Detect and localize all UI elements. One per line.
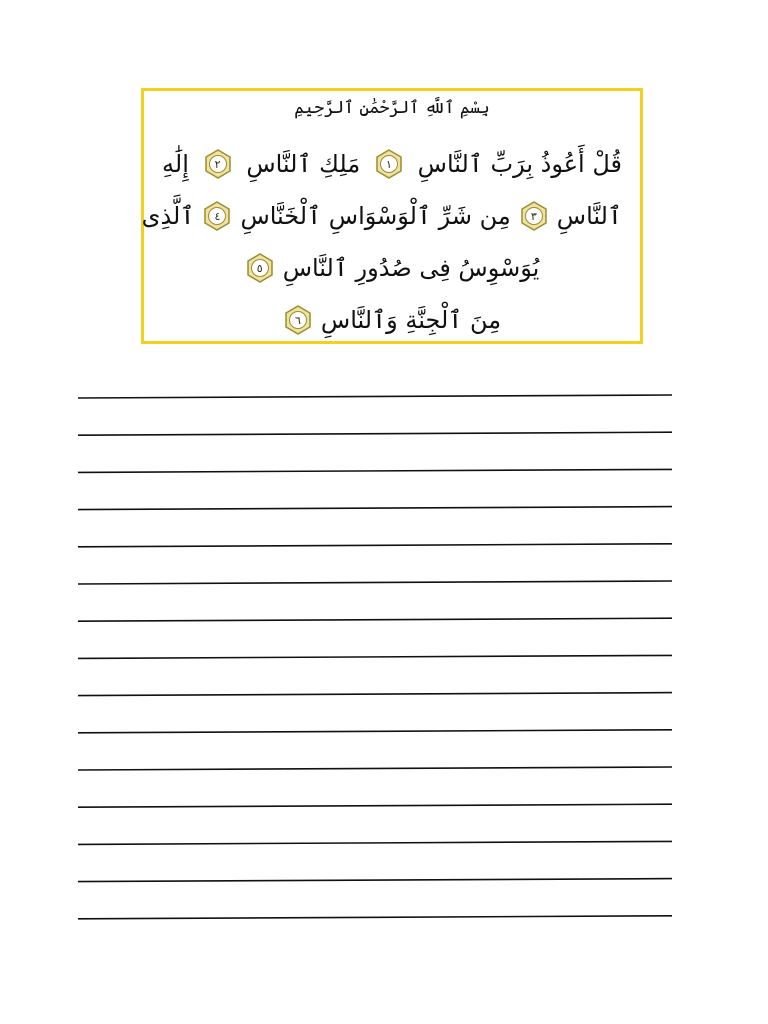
- ruled-line: [78, 432, 672, 435]
- ayah-marker: [203, 149, 233, 179]
- ayah-marker: [202, 201, 232, 231]
- verse-line-4: [162, 305, 622, 335]
- ayah-number: ١: [385, 157, 392, 171]
- ayah-marker: [245, 253, 275, 283]
- ayah-number: ٣: [530, 209, 537, 223]
- ruled-line: [78, 507, 672, 510]
- ruled-line: [78, 469, 672, 472]
- ayah-number: ٥: [256, 261, 263, 275]
- ruled-line: [78, 879, 672, 882]
- ruled-line: [78, 730, 672, 733]
- verse-text: ٱلَّذِى: [141, 202, 195, 230]
- verse-text: مِن شَرِّ ٱلْوَسْوَاسِ ٱلْخَنَّاسِ: [240, 202, 511, 230]
- ruled-line: [78, 618, 672, 621]
- verse-text: ٱلنَّاسِ: [556, 202, 622, 230]
- verse-text: مَلِكِ ٱلنَّاسِ: [246, 150, 361, 178]
- ruled-line: [78, 841, 672, 844]
- ruled-line: [78, 804, 672, 807]
- verse-frame: [141, 88, 643, 344]
- verse-text: إِلَٰهِ: [162, 150, 189, 178]
- ayah-marker: [519, 201, 549, 231]
- verse-text: قُلْ أَعُوذُ بِرَبِّ ٱلنَّاسِ: [417, 150, 622, 178]
- basmala: بِسْمِ ٱللَّهِ ٱلرَّحْمَٰنِ ٱلرَّحِيمِ: [294, 98, 490, 118]
- ayah-number: ٢: [214, 157, 221, 171]
- ruled-line: [78, 395, 672, 398]
- verse-line-1: [162, 149, 622, 179]
- ayah-marker: [374, 149, 404, 179]
- verse-line-2: [141, 201, 622, 231]
- verse-text: يُوَسْوِسُ فِى صُدُورِ ٱلنَّاسِ: [282, 254, 540, 282]
- verse-line-3: [162, 253, 622, 283]
- ruled-line: [78, 544, 672, 547]
- ruled-line: [78, 581, 672, 584]
- ruled-line: [78, 916, 672, 919]
- verse-text: مِنَ ٱلْجِنَّةِ وَٱلنَّاسِ: [320, 306, 502, 334]
- ruled-lines: [78, 392, 672, 922]
- writing-practice-area: [78, 392, 672, 922]
- ruled-line: [78, 655, 672, 658]
- ruled-line: [78, 693, 672, 696]
- ayah-marker: [283, 305, 313, 335]
- ayah-number: ٤: [214, 209, 221, 223]
- ruled-line: [78, 767, 672, 770]
- ayah-number: ٦: [294, 313, 301, 327]
